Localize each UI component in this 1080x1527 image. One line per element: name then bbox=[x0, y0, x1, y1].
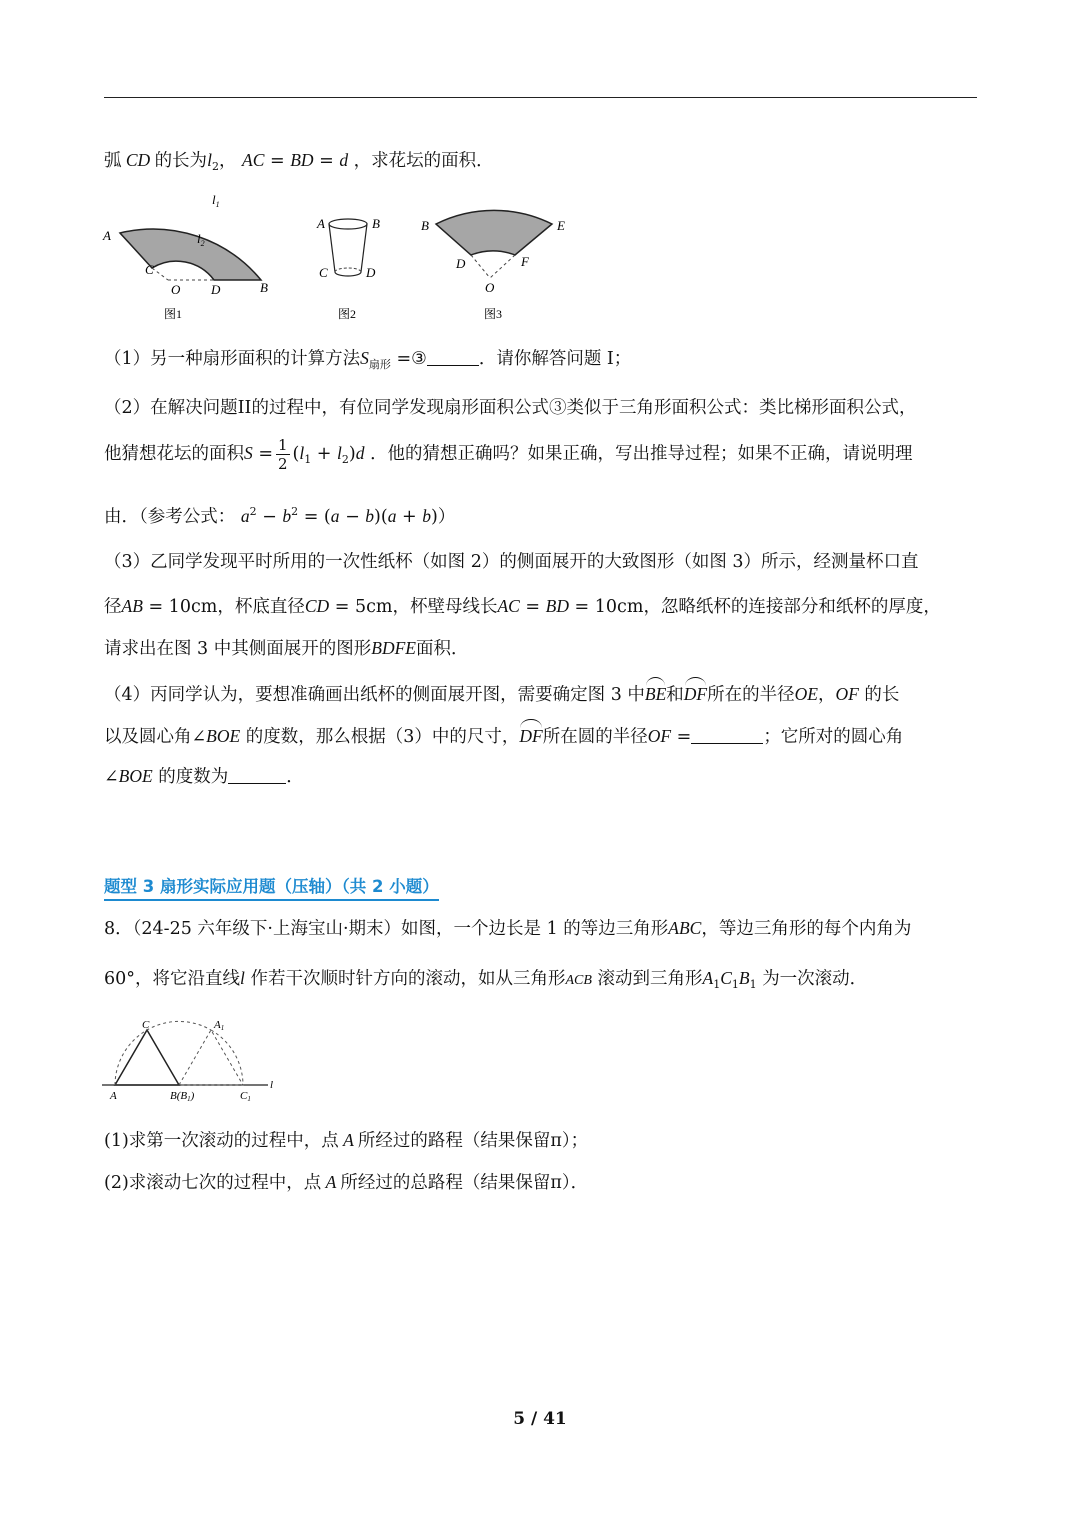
fig1-caption: 图1 bbox=[164, 307, 183, 321]
question-8-line2: 60°，将它沿直线l 作若干次顺时针方向的滚动，如从三角形ACB 滚动到三角形$A_1C_1B_1$ 为一次滚动． bbox=[104, 968, 868, 991]
fig3-label-F: F bbox=[521, 254, 529, 269]
question-3-line2: 径AB = 10cm，杯底直径CD = 5cm，杯壁母线长AC = BD = 10cm，忽略纸杯的连接部分和纸杯的厚度， bbox=[104, 596, 941, 617]
svg-text:l: l bbox=[270, 1079, 274, 1091]
fig1-label-D: D bbox=[211, 282, 221, 297]
question-2-line3: 由．（参考公式： $a^2 - b^2 = (a - b)(a + b)$） bbox=[104, 505, 456, 527]
question-1: （1）另一种扇形面积的计算方法$S_{扇形}$ =③ ．请你解答问题 I； bbox=[104, 348, 632, 371]
fig3-label-D: D bbox=[456, 256, 466, 271]
fig3-label-B: B bbox=[421, 218, 429, 233]
question-3-line1: （3）乙同学发现平时所用的一次性纸杯（如图 2）的侧面展开的大致图形（如图 3）所示，经测量杯口直 bbox=[104, 552, 919, 572]
header-rule bbox=[104, 97, 977, 98]
fig2-label-C: C bbox=[319, 265, 328, 280]
svg-text:A: A bbox=[110, 1090, 117, 1102]
fig1-label-A: A bbox=[103, 228, 111, 243]
svg-text:A1: A1 bbox=[214, 1019, 225, 1032]
svg-text:C: C bbox=[142, 1019, 150, 1031]
svg-text:B(B1): B(B1) bbox=[170, 1090, 195, 1103]
question-4-line3: ∠BOE 的度数为 ． bbox=[104, 766, 304, 787]
rolling-triangle-figure bbox=[100, 1015, 290, 1107]
svg-text:C1: C1 bbox=[240, 1090, 251, 1103]
question-4-line2: 以及圆心角∠BOE 的度数，那么根据（3）中的尺寸，DF所在圆的半径OF = ；它所对的圆心角 bbox=[104, 720, 903, 749]
fig1-label-l1: $l_1$ bbox=[212, 192, 220, 209]
fig2-label-B: B bbox=[372, 216, 380, 231]
fig1-label-O: O bbox=[171, 282, 181, 297]
figures-1-3 bbox=[95, 188, 595, 328]
question-2-line2: 他猜想花坛的面积S = $\frac{1}{2}$ $(l_1 + l_2)d$ ．他的猜想正确吗？如果正确，写出推导过程；如果不正确，请说明理 bbox=[104, 436, 913, 473]
fig1-annular-sector bbox=[120, 229, 261, 280]
page-number: 5 / 41 bbox=[513, 1409, 567, 1429]
question-8-sub1: (1)求第一次滚动的过程中，点 A 所经过的路程（结果保留π）； bbox=[104, 1130, 589, 1151]
section-heading: 题型 3 扇形实际应用题（压轴）（共 2 小题） bbox=[104, 873, 439, 901]
fig3-label-O: O bbox=[485, 280, 495, 295]
problem-text-line: 弧 CD 的长为$l_2$， AC = BD = d ，求花坛的面积． bbox=[104, 150, 494, 173]
fig3-label-E: E bbox=[557, 218, 565, 233]
question-3-line3: 请求出在图 3 中其侧面展开的图形BDFE面积． bbox=[104, 638, 469, 659]
fig2-caption: 图2 bbox=[338, 307, 357, 321]
fig3-caption: 图3 bbox=[484, 307, 503, 321]
fig3-annular-sector bbox=[436, 210, 552, 255]
fig1-label-l2: $l_2$ bbox=[197, 231, 205, 248]
question-4-line1: （4）丙同学认为，要想准确画出纸杯的侧面展开图，需要确定图 3 中BE和DF所在的半径OE，OF 的长 bbox=[104, 678, 899, 707]
question-2-line1: （2）在解决问题II的过程中，有位同学发现扇形面积公式③类似于三角形面积公式：类比梯形面积公式， bbox=[104, 398, 917, 418]
question-8-line1: 8．（24-25 六年级下·上海宝山·期末）如图，一个边长是 1 的等边三角形ABC，等边三角形的每个内角为 bbox=[104, 918, 912, 939]
fig2-label-D: D bbox=[366, 265, 376, 280]
question-8-sub2: (2)求滚动七次的过程中，点 A 所经过的总路程（结果保留π）． bbox=[104, 1172, 589, 1193]
fig1-label-B: B bbox=[260, 280, 268, 295]
fig1-label-C: C bbox=[145, 262, 154, 277]
fig2-label-A: A bbox=[317, 216, 325, 231]
